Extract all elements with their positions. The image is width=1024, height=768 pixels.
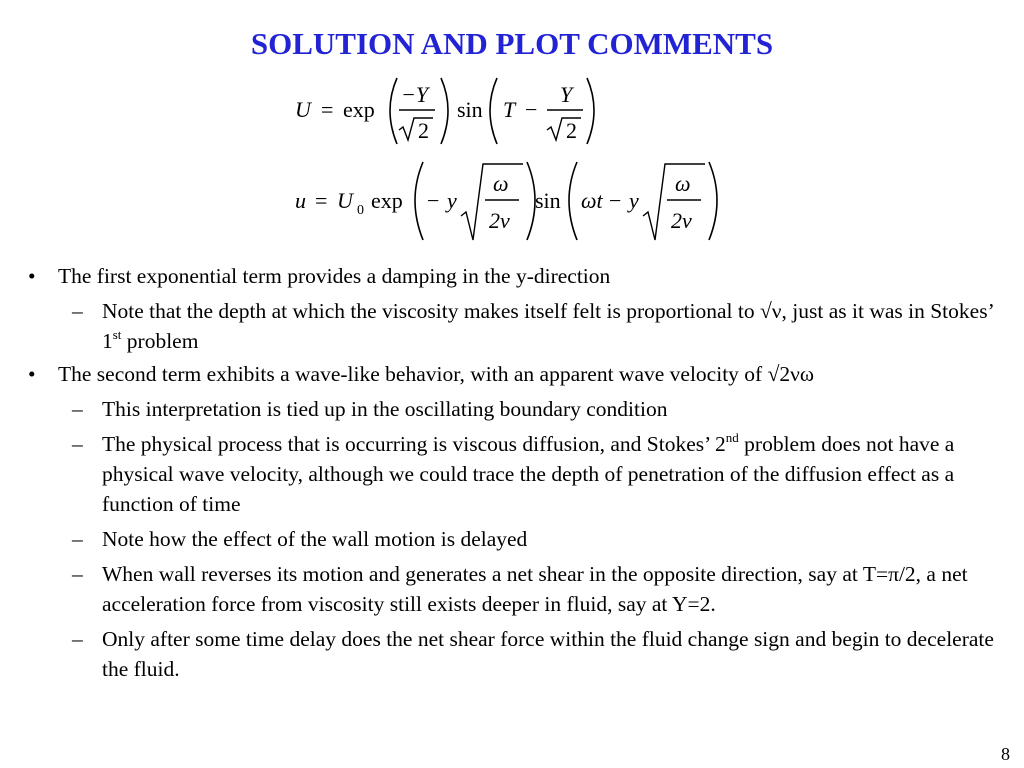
eq2-sin: sin <box>535 188 561 213</box>
eq2-y-2: y <box>629 188 639 213</box>
eq1-den2: 2 <box>566 118 577 143</box>
bullet-text-after: problem does not have a physical wave velocity, although we could trace the depth of penetration of the diffusion effect as a function of time <box>102 432 955 516</box>
bullet-text: This interpretation is tied up in the oscillating boundary condition <box>102 397 668 421</box>
sub-bullet-item <box>22 624 1002 684</box>
eq2-equals: = <box>315 188 328 213</box>
bullet-item <box>22 261 1002 291</box>
eq2-U: U <box>337 188 353 213</box>
bullet-item <box>22 359 1002 389</box>
bullet-text: The physical process that is occurring is viscous diffusion, and Stokes’ 2 <box>102 432 726 456</box>
bullet-text: When wall reverses its motion and generates a net shear in the opposite direction, say at T=π/2, a net acceleration force from viscosity still exists deeper in fluid, say at Y=2. <box>102 562 968 616</box>
eq2-omega-2: ω <box>675 171 691 196</box>
eq1-exp: exp <box>343 97 375 122</box>
eq2-omega-t: ωt <box>581 188 603 213</box>
eq2-paren-close-1 <box>527 162 535 240</box>
eq1-num2: Y <box>560 82 573 107</box>
eq2-u: u <box>295 188 306 213</box>
eq2-minus-1: − <box>427 188 440 213</box>
superscript: nd <box>725 429 739 445</box>
bullet-marker: • <box>28 362 36 386</box>
eq2-omega-1: ω <box>493 171 509 196</box>
eq1-den1: 2 <box>418 118 429 143</box>
bullet-text-after: problem <box>121 329 199 353</box>
bullet-text: Note that the depth at which the viscosity makes itself felt is proportional to √ν, just as it was in Stokes’ 1 <box>102 299 994 353</box>
eq2-y-1: y <box>447 188 457 213</box>
sub-bullet-marker: – <box>72 527 83 551</box>
eq1-sin: sin <box>457 97 483 122</box>
eq2-den-1: 2ν <box>489 208 510 233</box>
page-number: 8 <box>1001 744 1010 764</box>
eq2-subscript-0: 0 <box>357 203 364 218</box>
sub-bullet-item <box>22 394 1002 424</box>
eq1-paren-open-1 <box>390 78 397 144</box>
bullet-text: Note how the effect of the wall motion is delayed <box>102 527 528 551</box>
equation-1-svg <box>285 72 615 152</box>
bullet-text: Only after some time delay does the net shear force within the fluid change sign and begin to decelerate the fluid. <box>102 627 994 681</box>
sub-bullet-marker: – <box>72 299 83 323</box>
eq1-U: U <box>295 97 311 122</box>
equation-1 <box>285 72 615 157</box>
sub-bullet-marker: – <box>72 397 83 421</box>
sub-bullet-item <box>22 524 1002 554</box>
eq1-minus: − <box>525 97 538 122</box>
eq2-minus-2: − <box>609 188 622 213</box>
sub-bullet-item <box>22 429 1002 519</box>
sub-bullet-marker: – <box>72 432 83 456</box>
sub-bullet-item <box>22 296 1002 356</box>
eq1-T: T <box>503 97 516 122</box>
bullet-text: The second term exhibits a wave-like behavior, with an apparent wave velocity of √2νω <box>58 362 814 386</box>
eq2-paren-open-2 <box>569 162 577 240</box>
superscript: st <box>112 326 122 342</box>
eq1-num1: −Y <box>401 82 429 107</box>
eq1-equals: = <box>321 97 334 122</box>
sub-bullet-marker: – <box>72 562 83 586</box>
sub-bullet-marker: – <box>72 627 83 651</box>
equation-2-svg <box>285 156 735 246</box>
slide-title: SOLUTION AND PLOT COMMENTS <box>250 26 774 61</box>
eq2-paren-close-2 <box>709 162 717 240</box>
eq2-paren-open-1 <box>415 162 423 240</box>
eq2-exp: exp <box>371 188 403 213</box>
bullet-list <box>22 258 1002 684</box>
bullet-marker: • <box>28 264 36 288</box>
equation-2 <box>285 156 735 251</box>
bullet-text: The first exponential term provides a damping in the y-direction <box>58 264 611 288</box>
eq1-paren-close-2 <box>587 78 594 144</box>
eq2-den-2: 2ν <box>671 208 692 233</box>
eq1-paren-open-2 <box>490 78 497 144</box>
eq1-paren-close-1 <box>441 78 448 144</box>
sub-bullet-item <box>22 559 1002 619</box>
